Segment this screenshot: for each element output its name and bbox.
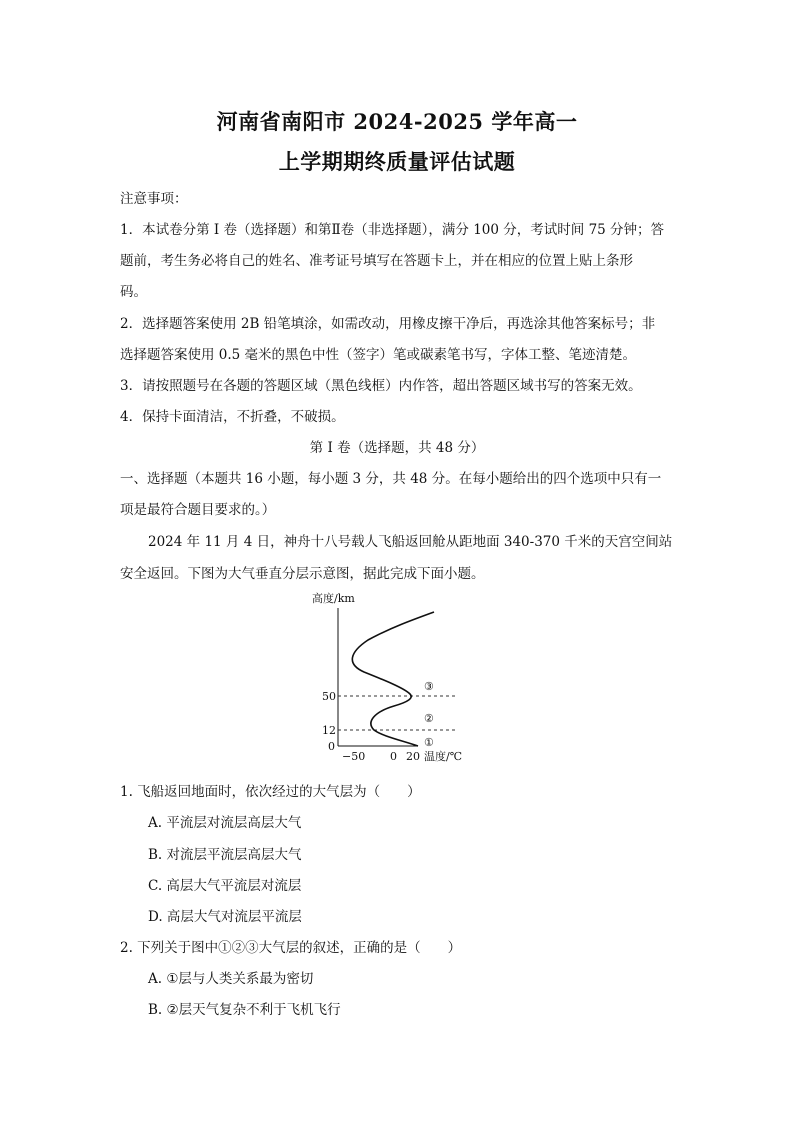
- notice-item: 4．保持卡面清洁，不折叠，不破损。: [120, 409, 345, 425]
- y-axis-label: 高度/km: [312, 592, 355, 605]
- answer-option: A. ①层与人类关系最为密切: [148, 971, 314, 987]
- layer-label: ③: [424, 680, 434, 693]
- passage-text: 安全返回。下图为大气垂直分层示意图，据此完成下面小题。: [120, 566, 485, 582]
- notice-item: 码。: [120, 284, 147, 300]
- x-tick-label: −50: [342, 750, 366, 763]
- y-tick-label: 12: [322, 724, 336, 737]
- section-heading: 第 I 卷（选择题，共 48 分）: [309, 440, 485, 456]
- answer-option: D. 高层大气对流层平流层: [148, 909, 302, 925]
- answer-option: A. 平流层对流层高层大气: [148, 815, 302, 831]
- x-tick-label: 0: [390, 750, 397, 763]
- atmosphere-layer-diagram: [300, 588, 490, 768]
- notice-item: 2．选择题答案使用 2B 铅笔填涂，如需改动，用橡皮擦干净后，再选涂其他答案标号；非: [120, 316, 656, 332]
- notice-item: 3．请按照题号在各题的答题区域（黑色线框）内作答，超出答题区域书写的答案无效。: [120, 378, 642, 394]
- notice-item: 1．本试卷分第 I 卷（选择题）和第Ⅱ卷（非选择题），满分 100 分，考试时间 75 分钟；答: [120, 222, 665, 238]
- question-stem: 1. 飞船返回地面时，依次经过的大气层为（ ）: [120, 784, 421, 800]
- answer-option: B. 对流层平流层高层大气: [148, 847, 302, 863]
- exam-title-line1: 河南省南阳市 2024-2025 学年高一: [216, 109, 578, 134]
- answer-option: B. ②层天气复杂不利于飞机飞行: [148, 1002, 341, 1018]
- y-tick-label: 50: [322, 690, 336, 703]
- passage-text: 2024 年 11 月 4 日，神舟十八号载人飞船返回舱从距地面 340-370 千米的天宫空间站: [148, 534, 673, 550]
- part-instruction: 项是最符合题目要求的。）: [120, 502, 276, 518]
- x-tick-label: 20: [406, 750, 420, 763]
- answer-option: C. 高层大气平流层对流层: [148, 878, 302, 894]
- notice-heading: 注意事项：: [120, 191, 188, 207]
- layer-label: ②: [424, 712, 434, 725]
- notice-item: 选择题答案使用 0.5 毫米的黑色中性（签字）笔或碳素笔书写，字体工整、笔迹清楚。: [120, 347, 637, 363]
- part-instruction: 一、选择题（本题共 16 小题，每小题 3 分，共 48 分。在每小题给出的四个选项中只有一: [120, 471, 662, 487]
- x-axis-label: 温度/℃: [424, 750, 463, 763]
- y-tick-label: 0: [328, 740, 335, 753]
- notice-item: 题前，考生务必将自己的姓名、准考证号填写在答题卡上，并在相应的位置上贴上条形: [120, 253, 633, 269]
- temperature-curve: [352, 612, 434, 746]
- exam-title-line2: 上学期期终质量评估试题: [278, 149, 516, 174]
- layer-label: ①: [424, 736, 434, 749]
- diagram-canvas: [300, 588, 490, 768]
- question-stem: 2. 下列关于图中①②③大气层的叙述，正确的是（ ）: [120, 940, 462, 956]
